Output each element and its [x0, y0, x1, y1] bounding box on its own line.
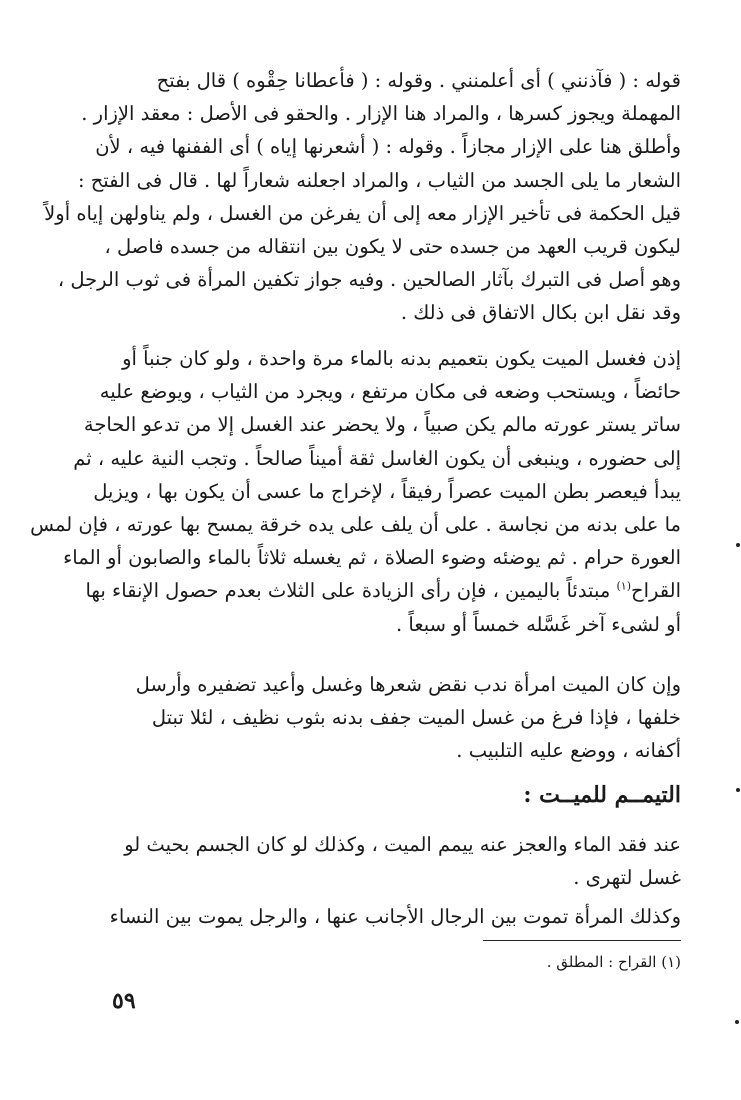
paragraph-commentary	[44, 64, 681, 330]
text-line: غسل لتهرى .	[573, 866, 681, 890]
footnote: (١) القراح : المطلق .	[546, 953, 681, 971]
text-line: وأطلق هنا على الإزار مجازاً . وقوله : ( أشعرنها إياه ) أى الففنها فيه ، لأن	[95, 135, 681, 159]
text-line: ليكون قريب العهد من جسده حتى لا يكون بين انتقاله من جسده فاصل ،	[104, 235, 681, 259]
section-heading: التيمــم للميــت :	[523, 782, 681, 808]
text-line: الشعار ما يلى الجسد من الثياب ، والمراد اجعلنه شعاراً لها . قال فى الفتح :	[77, 168, 681, 192]
text-line: إلى حضوره ، وينبغى أن يكون الغاسل ثقة أميناً صالحاً . وتجب النية عليه ، ثم	[73, 446, 681, 470]
text-line: وقد نقل ابن بكال الاتفاق فى ذلك .	[400, 301, 681, 325]
text-line-with-footnote-ref	[57, 574, 681, 607]
paragraph-tayammum	[57, 828, 681, 894]
text-line: يبدأ فيعصر بطن الميت عصراً رفيقاً ، لإخراج ما عسى أن يكون بها ، ويزيل	[93, 479, 681, 503]
text-line: وإن كان الميت امرأة ندب نقض شعرها وغسل وأعيد تضفيره وأرسل	[135, 673, 681, 696]
footnote-reference[interactable]: (١)	[616, 579, 631, 593]
text-line: أكفانه ، ووضع عليه التلبيب .	[456, 739, 681, 763]
text-line: قيل الحكمة فى تأخير الإزار معه إلى أن يفرغن من الغسل ، ولم يناولهن إياه أولاً	[44, 201, 681, 225]
text-line: المهملة ويجوز كسرها ، والمراد هنا الإزار . والحقو فى الأصل : معقد الإزار .	[81, 102, 681, 126]
text-line: خلفها ، فإذا فرغ من غسل الميت جفف بدنه بثوب نظيف ، لئلا تبتل	[151, 706, 681, 730]
scan-speck	[736, 788, 740, 792]
text-line: ساتر يستر عورته مالم يكن صبياً ، ولا يحضر عند الغسل إلا من تدعو الحاجة	[83, 413, 681, 437]
text-line: وكذلك المرأة تموت بين الرجال الأجانب عنها ، والرجل يموت بين النساء	[109, 905, 681, 928]
text-line: أو لشىء آخر غَسَّله خمساً أو سبعاً .	[396, 612, 681, 636]
paragraph-woman-hair	[57, 668, 681, 768]
text-line: إذن فغسل الميت يكون بتعميم بدنه بالماء مرة واحدة ، ولو كان جنباً أو	[122, 347, 681, 370]
text-line: حائضاً ، ويستحب وضعه فى مكان مرتفع ، ويجرد من الثياب ، ويوضع عليه	[99, 380, 681, 404]
text-line: عند فقد الماء والعجز عنه ييمم الميت ، وكذلك لو كان الجسم بحيث لو	[124, 833, 681, 856]
paragraph-washing	[30, 342, 681, 641]
text-fragment: القراح	[631, 579, 681, 603]
text-fragment: مبتدئاً باليمين ، فإن رأى الزيادة على الثلاث بعدم حصول الإنقاء بها	[85, 579, 617, 603]
text-line: العورة حرام . ثم يوضئه وضوء الصلاة ، ثم يغسله ثلاثاً بالماء والصابون أو الماء	[63, 546, 681, 570]
page-number: ٥٩	[112, 988, 136, 1014]
footnote-divider	[483, 940, 681, 941]
text-line: وهو أصل فى التبرك بآثار الصالحين . وفيه جواز تكفين المرأة فى ثوب الرجل ،	[57, 268, 681, 292]
text-line: قوله : ( فآذنني ) أى أعلمنني . وقوله : ( فأعطانا حِقْوه ) قال بفتح	[156, 69, 681, 92]
paragraph-tayammum-continued	[57, 900, 681, 933]
scan-speck	[735, 1020, 739, 1024]
scan-speck	[736, 543, 740, 547]
text-line: ما على بدنه من نجاسة . على أن يلف على يده خرقة يمسح بها عورته ، فإن لمس	[30, 513, 681, 537]
